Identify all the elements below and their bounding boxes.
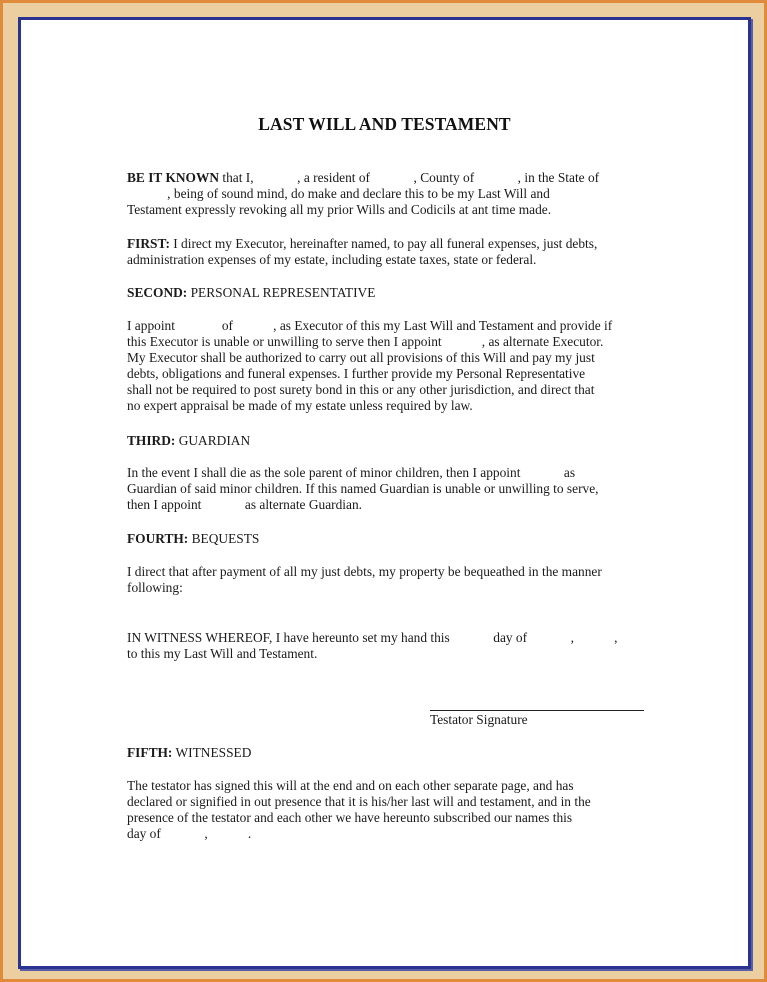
fifth-line-2: declared or signified in out presence that it is his/her last will and testament, and in the: [127, 794, 591, 809]
document-frame: [3, 3, 764, 979]
fifth-title: WITNESSED: [172, 745, 252, 760]
third-title: GUARDIAN: [175, 433, 251, 448]
second-line-2: this Executor is unable or unwilling to serve then I appoint , as alternate Executor.: [127, 334, 604, 349]
second-line-3: My Executor shall be authorized to carry out all provisions of this Will and pay my just: [127, 350, 595, 365]
fourth-line-1: I direct that after payment of all my just debts, my property be bequeathed in the manner: [127, 564, 602, 579]
fifth-line-1: The testator has signed this will at the end and on each other separate page, and has: [127, 778, 574, 793]
fifth-heading: FIFTH:: [127, 745, 173, 760]
third-line-1: In the event I shall die as the sole parent of minor children, then I appoint as: [127, 465, 576, 480]
witness-line-2: to this my Last Will and Testament.: [127, 646, 318, 661]
first-heading: FIRST:: [127, 236, 170, 251]
fourth-heading-line: [127, 531, 259, 547]
document-title: LAST WILL AND TESTAMENT: [258, 114, 511, 134]
fourth-heading: FOURTH:: [127, 531, 189, 546]
first-line-2: administration expenses of my estate, including estate taxes, state or federal.: [127, 252, 537, 267]
third-heading: THIRD:: [127, 433, 176, 448]
intro-line-3: Testament expressly revoking all my prior Wills and Codicils at ant time made.: [127, 202, 552, 217]
second-heading: SECOND:: [127, 285, 188, 300]
signature-label: Testator Signature: [430, 712, 528, 727]
first-text-1: I direct my Executor, hereinafter named, to pay all funeral expenses, just debts,: [169, 236, 598, 251]
second-line-5: shall not be required to post surety bond in this or any other jurisdiction, and direct that: [127, 382, 595, 397]
fourth-line-2: following:: [127, 580, 183, 595]
intro-text-1: that I, , a resident of , County of , in the State of: [219, 170, 600, 185]
witness-line-1: IN WITNESS WHEREOF, I have hereunto set my hand this day of , ,: [127, 630, 618, 645]
document-page: [18, 17, 751, 969]
second-heading-line: [127, 285, 375, 301]
intro-heading: BE IT KNOWN: [127, 170, 220, 185]
signature-line: [430, 710, 644, 711]
fifth-line-4: day of , .: [127, 826, 252, 841]
second-line-4: debts, obligations and funeral expenses. I further provide my Personal Representative: [127, 366, 586, 381]
second-title: PERSONAL REPRESENTATIVE: [187, 285, 376, 300]
second-line-1: I appoint of , as Executor of this my Last Will and Testament and provide if: [127, 318, 613, 333]
second-line-6: no expert appraisal be made of my estate unless required by law.: [127, 398, 473, 413]
intro-line-1: [127, 170, 599, 186]
intro-line-2: , being of sound mind, do make and declare this to be my Last Will and: [127, 186, 550, 201]
fifth-line-3: presence of the testator and each other we have hereunto subscribed our names this: [127, 810, 573, 825]
first-line-1: [127, 236, 597, 252]
third-heading-line: [127, 433, 250, 449]
third-line-3: then I appoint as alternate Guardian.: [127, 497, 363, 512]
fifth-heading-line: [127, 745, 251, 761]
third-line-2: Guardian of said minor children. If this named Guardian is unable or unwilling to serve,: [127, 481, 599, 496]
fourth-title: BEQUESTS: [188, 531, 260, 546]
